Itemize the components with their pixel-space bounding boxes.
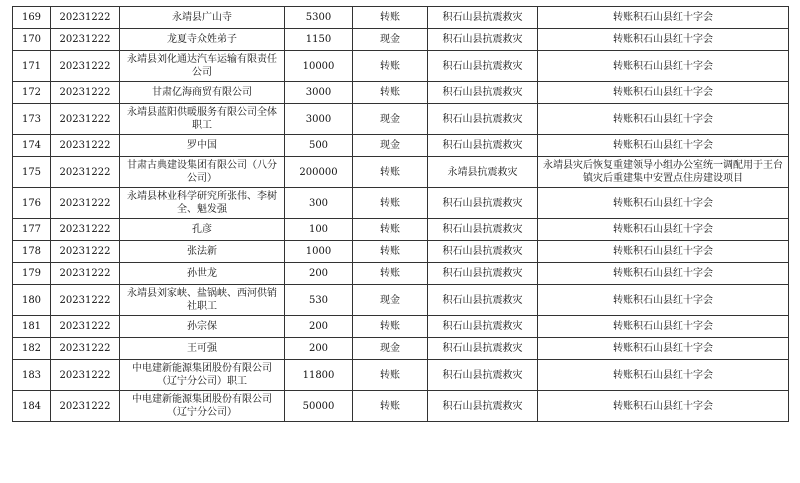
donor-cell: 甘肃古典建设集团有限公司（八分公司） <box>120 157 285 188</box>
amount-cell: 50000 <box>285 391 353 422</box>
amount-cell: 200 <box>285 263 353 285</box>
donor-cell: 永靖县林业科学研究所张伟、李树全、魁发强 <box>120 188 285 219</box>
row-number-cell: 171 <box>13 51 51 82</box>
donor-cell: 永靖县广山寺 <box>120 7 285 29</box>
note-cell: 转账积石山县红十字会 <box>538 135 789 157</box>
table-row <box>13 157 789 188</box>
purpose-cell: 积石山县抗震救灾 <box>428 29 538 51</box>
donor-cell: 罗中国 <box>120 135 285 157</box>
payment-method-cell: 转账 <box>353 219 428 241</box>
amount-cell: 200 <box>285 338 353 360</box>
payment-method-cell: 转账 <box>353 360 428 391</box>
amount-cell: 1000 <box>285 241 353 263</box>
row-number-cell: 174 <box>13 135 51 157</box>
note-cell: 转账积石山县红十字会 <box>538 263 789 285</box>
donor-cell: 孙宗保 <box>120 316 285 338</box>
donor-cell: 中电建新能源集团股份有限公司（辽宁分公司）职工 <box>120 360 285 391</box>
payment-method-cell: 转账 <box>353 188 428 219</box>
table-row <box>13 51 789 82</box>
payment-method-cell: 转账 <box>353 316 428 338</box>
payment-method-cell: 现金 <box>353 338 428 360</box>
purpose-cell: 积石山县抗震救灾 <box>428 188 538 219</box>
donor-cell: 永靖县刘化通达汽车运输有限责任公司 <box>120 51 285 82</box>
row-number-cell: 170 <box>13 29 51 51</box>
date-cell: 20231222 <box>51 157 120 188</box>
amount-cell: 200000 <box>285 157 353 188</box>
table-row <box>13 391 789 422</box>
row-number-cell: 172 <box>13 82 51 104</box>
table-row <box>13 82 789 104</box>
date-cell: 20231222 <box>51 135 120 157</box>
payment-method-cell: 转账 <box>353 82 428 104</box>
row-number-cell: 175 <box>13 157 51 188</box>
payment-method-cell: 转账 <box>353 7 428 29</box>
amount-cell: 530 <box>285 285 353 316</box>
date-cell: 20231222 <box>51 338 120 360</box>
date-cell: 20231222 <box>51 241 120 263</box>
purpose-cell: 积石山县抗震救灾 <box>428 51 538 82</box>
row-number-cell: 178 <box>13 241 51 263</box>
note-cell: 转账积石山县红十字会 <box>538 285 789 316</box>
amount-cell: 11800 <box>285 360 353 391</box>
note-cell: 转账积石山县红十字会 <box>538 51 789 82</box>
row-number-cell: 183 <box>13 360 51 391</box>
donor-cell: 孔彦 <box>120 219 285 241</box>
table-row <box>13 135 789 157</box>
donor-cell: 甘肃亿海商贸有限公司 <box>120 82 285 104</box>
purpose-cell: 积石山县抗震救灾 <box>428 241 538 263</box>
table-body <box>13 7 789 422</box>
date-cell: 20231222 <box>51 104 120 135</box>
amount-cell: 3000 <box>285 104 353 135</box>
amount-cell: 500 <box>285 135 353 157</box>
row-number-cell: 184 <box>13 391 51 422</box>
amount-cell: 300 <box>285 188 353 219</box>
payment-method-cell: 转账 <box>353 51 428 82</box>
row-number-cell: 179 <box>13 263 51 285</box>
note-cell: 转账积石山县红十字会 <box>538 104 789 135</box>
date-cell: 20231222 <box>51 360 120 391</box>
table-row <box>13 316 789 338</box>
purpose-cell: 积石山县抗震救灾 <box>428 263 538 285</box>
donor-cell: 王可强 <box>120 338 285 360</box>
table-row <box>13 219 789 241</box>
purpose-cell: 积石山县抗震救灾 <box>428 135 538 157</box>
payment-method-cell: 转账 <box>353 157 428 188</box>
donor-cell: 孙世龙 <box>120 263 285 285</box>
row-number-cell: 181 <box>13 316 51 338</box>
amount-cell: 3000 <box>285 82 353 104</box>
date-cell: 20231222 <box>51 51 120 82</box>
note-cell: 转账积石山县红十字会 <box>538 338 789 360</box>
date-cell: 20231222 <box>51 82 120 104</box>
payment-method-cell: 转账 <box>353 391 428 422</box>
note-cell: 转账积石山县红十字会 <box>538 360 789 391</box>
purpose-cell: 积石山县抗震救灾 <box>428 316 538 338</box>
table-row <box>13 188 789 219</box>
donation-table <box>12 6 789 422</box>
row-number-cell: 180 <box>13 285 51 316</box>
date-cell: 20231222 <box>51 7 120 29</box>
date-cell: 20231222 <box>51 219 120 241</box>
payment-method-cell: 转账 <box>353 263 428 285</box>
table-row <box>13 104 789 135</box>
payment-method-cell: 现金 <box>353 285 428 316</box>
purpose-cell: 积石山县抗震救灾 <box>428 82 538 104</box>
date-cell: 20231222 <box>51 285 120 316</box>
payment-method-cell: 转账 <box>353 241 428 263</box>
date-cell: 20231222 <box>51 316 120 338</box>
note-cell: 转账积石山县红十字会 <box>538 188 789 219</box>
payment-method-cell: 现金 <box>353 104 428 135</box>
table-row <box>13 7 789 29</box>
purpose-cell: 积石山县抗震救灾 <box>428 104 538 135</box>
amount-cell: 200 <box>285 316 353 338</box>
payment-method-cell: 现金 <box>353 29 428 51</box>
purpose-cell: 积石山县抗震救灾 <box>428 7 538 29</box>
purpose-cell: 永靖县抗震救灾 <box>428 157 538 188</box>
note-cell: 转账积石山县红十字会 <box>538 391 789 422</box>
table-row <box>13 241 789 263</box>
date-cell: 20231222 <box>51 263 120 285</box>
amount-cell: 10000 <box>285 51 353 82</box>
donor-cell: 张法新 <box>120 241 285 263</box>
note-cell: 转账积石山县红十字会 <box>538 29 789 51</box>
donor-cell: 永靖县刘家峡、盐锅峡、西河供销社职工 <box>120 285 285 316</box>
row-number-cell: 176 <box>13 188 51 219</box>
note-cell: 转账积石山县红十字会 <box>538 7 789 29</box>
row-number-cell: 182 <box>13 338 51 360</box>
purpose-cell: 积石山县抗震救灾 <box>428 338 538 360</box>
date-cell: 20231222 <box>51 29 120 51</box>
note-cell: 转账积石山县红十字会 <box>538 82 789 104</box>
table-row <box>13 338 789 360</box>
date-cell: 20231222 <box>51 188 120 219</box>
row-number-cell: 177 <box>13 219 51 241</box>
date-cell: 20231222 <box>51 391 120 422</box>
row-number-cell: 173 <box>13 104 51 135</box>
table-row <box>13 360 789 391</box>
table-row <box>13 285 789 316</box>
amount-cell: 1150 <box>285 29 353 51</box>
purpose-cell: 积石山县抗震救灾 <box>428 219 538 241</box>
note-cell: 永靖县灾后恢复重建领导小组办公室统一调配用于王台镇灾后重建集中安置点住房建设项目 <box>538 157 789 188</box>
note-cell: 转账积石山县红十字会 <box>538 316 789 338</box>
donor-cell: 中电建新能源集团股份有限公司（辽宁分公司） <box>120 391 285 422</box>
purpose-cell: 积石山县抗震救灾 <box>428 391 538 422</box>
row-number-cell: 169 <box>13 7 51 29</box>
payment-method-cell: 现金 <box>353 135 428 157</box>
amount-cell: 5300 <box>285 7 353 29</box>
purpose-cell: 积石山县抗震救灾 <box>428 285 538 316</box>
table-row <box>13 263 789 285</box>
donor-cell: 龙夏寺众姓弟子 <box>120 29 285 51</box>
note-cell: 转账积石山县红十字会 <box>538 219 789 241</box>
purpose-cell: 积石山县抗震救灾 <box>428 360 538 391</box>
note-cell: 转账积石山县红十字会 <box>538 241 789 263</box>
donor-cell: 永靖县蓝阳供暖服务有限公司全体职工 <box>120 104 285 135</box>
table-row <box>13 29 789 51</box>
amount-cell: 100 <box>285 219 353 241</box>
